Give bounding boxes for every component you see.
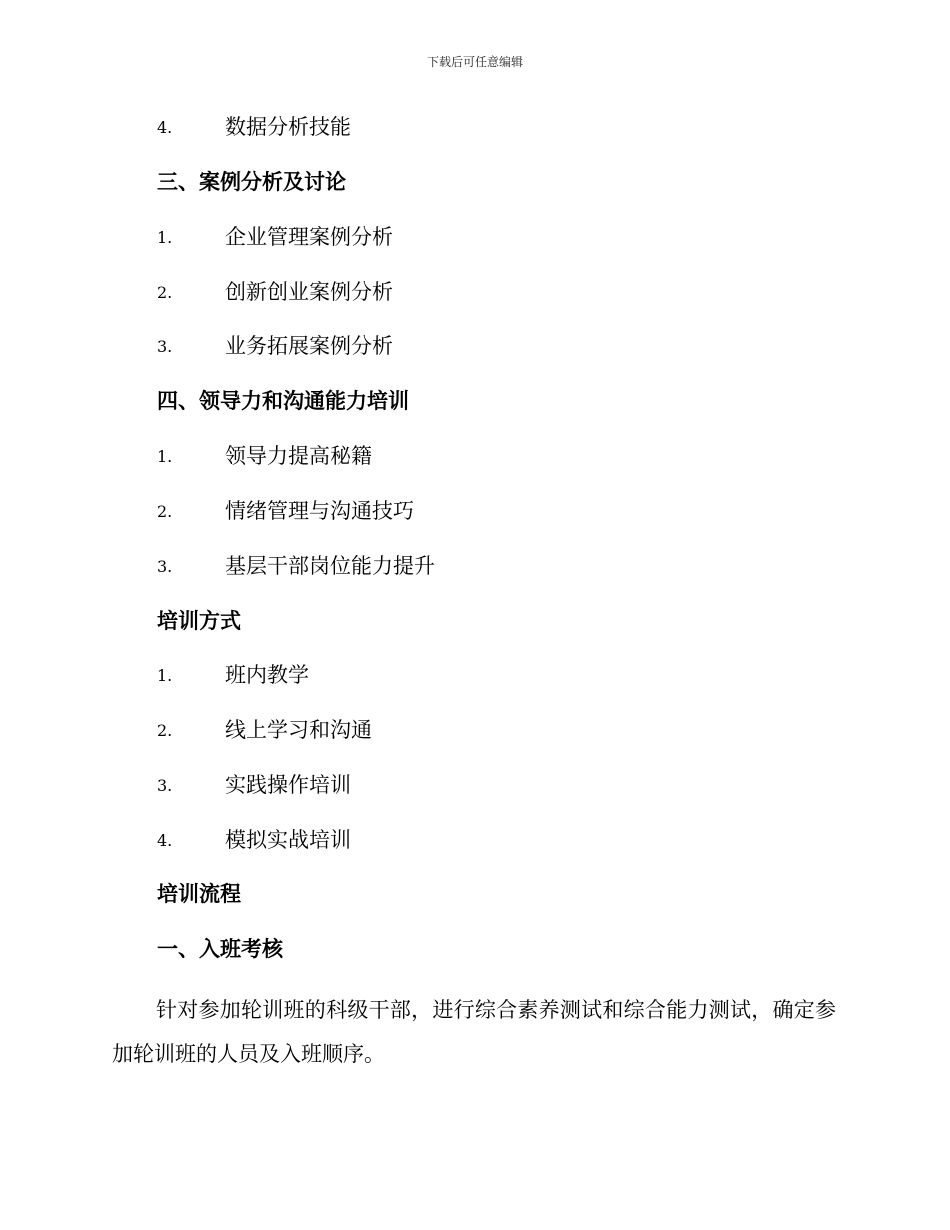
page-header-text: 下载后可任意编辑 <box>426 55 523 69</box>
list-item-number: 4. <box>157 118 173 137</box>
section-heading: 三、案例分析及讨论 <box>157 169 346 194</box>
list-item-text: 企业管理案例分析 <box>225 225 393 249</box>
list-item-text: 领导力提高秘籍 <box>225 444 372 468</box>
list-item-text: 业务拓展案例分析 <box>225 334 393 358</box>
section-heading: 一、入班考核 <box>157 936 283 961</box>
list-item-text: 实践操作培训 <box>225 773 351 797</box>
list-item-number: 3. <box>157 337 173 356</box>
list-item-text: 基层干部岗位能力提升 <box>225 554 435 578</box>
list-item-text: 情绪管理与沟通技巧 <box>225 499 414 523</box>
list-item-text: 创新创业案例分析 <box>225 280 393 304</box>
list-item-number: 1. <box>157 228 173 247</box>
list-item-number: 3. <box>157 557 173 576</box>
list-item-number: 2. <box>157 502 173 521</box>
body-paragraph: 针对参加轮训班的科级干部，进行综合素养测试和综合能力测试，确定参加轮训班的人员及入班顺序。 <box>112 998 836 1066</box>
list-item-number: 1. <box>157 666 173 685</box>
list-item-text: 线上学习和沟通 <box>225 718 372 742</box>
section-heading: 培训流程 <box>157 881 241 906</box>
list-item-number: 2. <box>157 283 173 302</box>
list-item-text: 班内教学 <box>225 663 309 687</box>
list-item-text: 模拟实战培训 <box>225 828 351 852</box>
list-item-text: 数据分析技能 <box>225 115 351 139</box>
list-item-number: 3. <box>157 776 173 795</box>
list-item-number: 4. <box>157 831 173 850</box>
list-item-number: 1. <box>157 447 173 466</box>
list-item-number: 2. <box>157 721 173 740</box>
section-heading: 四、领导力和沟通能力培训 <box>157 388 409 413</box>
section-heading: 培训方式 <box>157 608 241 633</box>
